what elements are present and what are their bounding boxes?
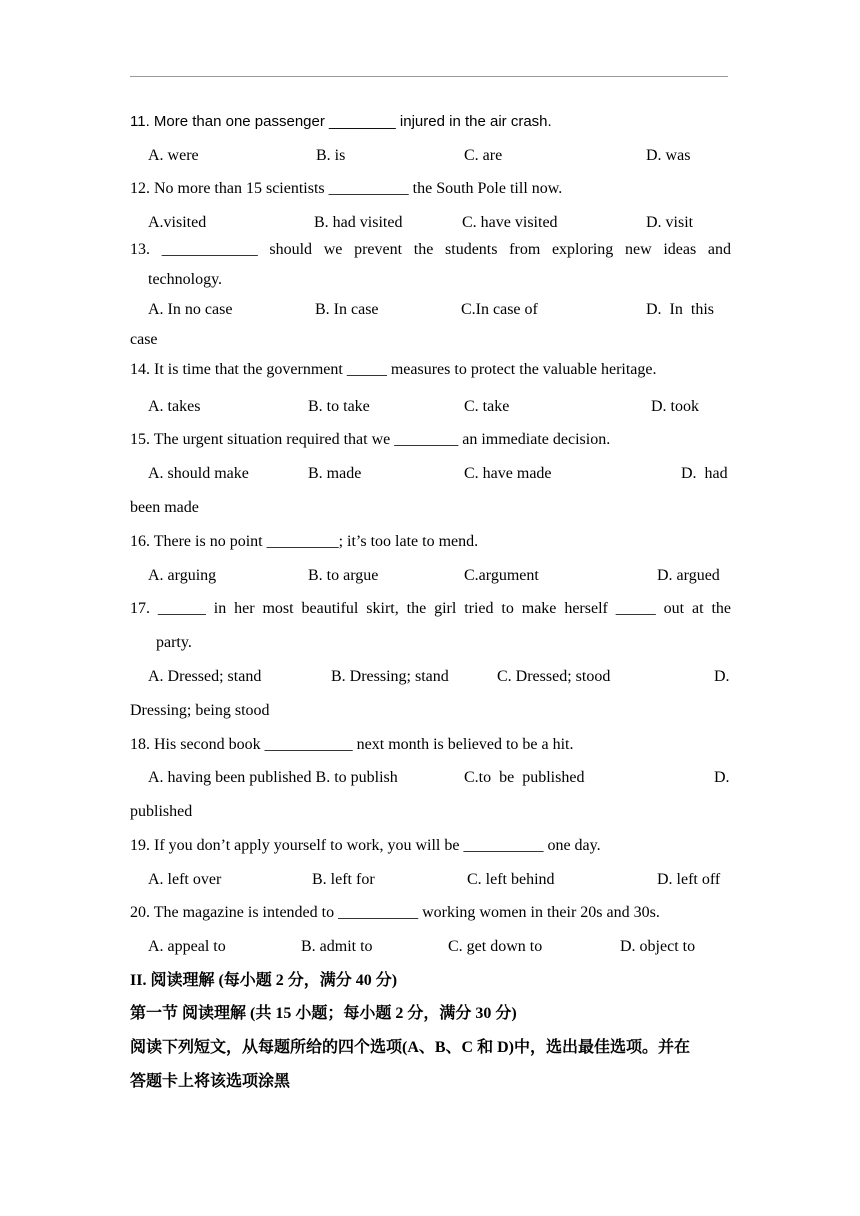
question-20-option-b: B. admit to <box>301 938 373 955</box>
question-15-stem: 15. The urgent situation required that we ________ an immediate decision. <box>130 431 611 448</box>
question-20-option-c: C. get down to <box>448 938 543 955</box>
question-17-option-c: C. Dressed; stood <box>497 668 611 685</box>
question-15-option-d: D. had <box>681 465 728 482</box>
question-19-option-c: C. left behind <box>467 871 555 888</box>
question-14-option-b: B. to take <box>308 398 370 415</box>
question-13-option-c: C.In case of <box>461 301 538 318</box>
question-13-option-d: D. In this <box>646 301 714 318</box>
question-19-option-a: A. left over <box>148 871 222 888</box>
question-17-stem-line2: party. <box>156 634 192 651</box>
question-12-option-a: A.visited <box>148 214 207 231</box>
section-subheading: 第一节 阅读理解 (共 15 小题；每小题 2 分，满分 30 分) <box>130 1005 517 1022</box>
question-19-option-b: B. left for <box>312 871 375 888</box>
question-15-option-b: B. made <box>308 465 362 482</box>
question-18-option-d: D. <box>714 769 730 786</box>
instruction-line1: 阅读下列短文，从每题所给的四个选项(A、B、C 和 D)中，选出最佳选项。并在 <box>130 1039 690 1056</box>
question-16-stem: 16. There is no point _________; it’s too late to mend. <box>130 533 479 550</box>
question-16-option-b: B. to argue <box>308 567 379 584</box>
question-11-option-d: D. was <box>646 147 691 164</box>
question-20-stem: 20. The magazine is intended to __________ working women in their 20s and 30s. <box>130 904 660 921</box>
question-17-option-d-wrap: Dressing; being stood <box>130 702 270 719</box>
instruction-line2: 答题卡上将该选项涂黑 <box>130 1073 291 1090</box>
question-14-stem: 14. It is time that the government _____ measures to protect the valuable heritage. <box>130 361 657 378</box>
question-11-option-c: C. are <box>464 147 503 164</box>
question-19-stem: 19. If you don’t apply yourself to work, you will be __________ one day. <box>130 837 601 854</box>
question-17-option-b: B. Dressing; stand <box>331 668 449 685</box>
question-11-stem: 11. More than one passenger ________ injured in the air crash. <box>130 113 552 130</box>
question-13-stem-line2: technology. <box>148 271 223 288</box>
question-15-option-a: A. should make <box>148 465 249 482</box>
question-17-stem-line1: 17. ______ in her most beautiful skirt, the girl tried to make herself _____ out at the <box>130 600 731 617</box>
question-18-stem: 18. His second book ___________ next month is believed to be a hit. <box>130 736 574 753</box>
question-17-option-a: A. Dressed; stand <box>148 668 262 685</box>
question-12-option-d: D. visit <box>646 214 694 231</box>
question-20-option-d: D. object to <box>620 938 696 955</box>
question-15-option-d-wrap: been made <box>130 499 199 516</box>
question-19-option-d: D. left off <box>657 871 721 888</box>
question-20-option-a: A. appeal to <box>148 938 226 955</box>
section-heading: II. 阅读理解 (每小题 2 分，满分 40 分) <box>130 972 398 989</box>
header-rule <box>130 76 728 77</box>
question-13-stem-line1: 13. ____________ should we prevent the students from exploring new ideas and <box>130 241 731 258</box>
question-15-option-c: C. have made <box>464 465 552 482</box>
question-18-option-d-wrap: published <box>130 803 193 820</box>
question-11-option-a: A. were <box>148 147 199 164</box>
question-12-option-b: B. had visited <box>314 214 403 231</box>
question-17-option-d: D. <box>714 668 730 685</box>
question-14-option-c: C. take <box>464 398 510 415</box>
question-18-option-c: C.to be published <box>464 769 585 786</box>
question-12-option-c: C. have visited <box>462 214 558 231</box>
question-16-option-c: C.argument <box>464 567 539 584</box>
question-16-option-d: D. argued <box>657 567 720 584</box>
question-18-option-ab: A. having been published B. to publish <box>148 769 398 786</box>
question-14-option-d: D. took <box>651 398 699 415</box>
question-11-option-b: B. is <box>316 147 346 164</box>
question-13-option-a: A. In no case <box>148 301 233 318</box>
question-16-option-a: A. arguing <box>148 567 217 584</box>
question-13-option-d-wrap: case <box>130 331 158 348</box>
question-13-option-b: B. In case <box>315 301 379 318</box>
question-12-stem: 12. No more than 15 scientists __________ the South Pole till now. <box>130 180 563 197</box>
question-14-option-a: A. takes <box>148 398 201 415</box>
